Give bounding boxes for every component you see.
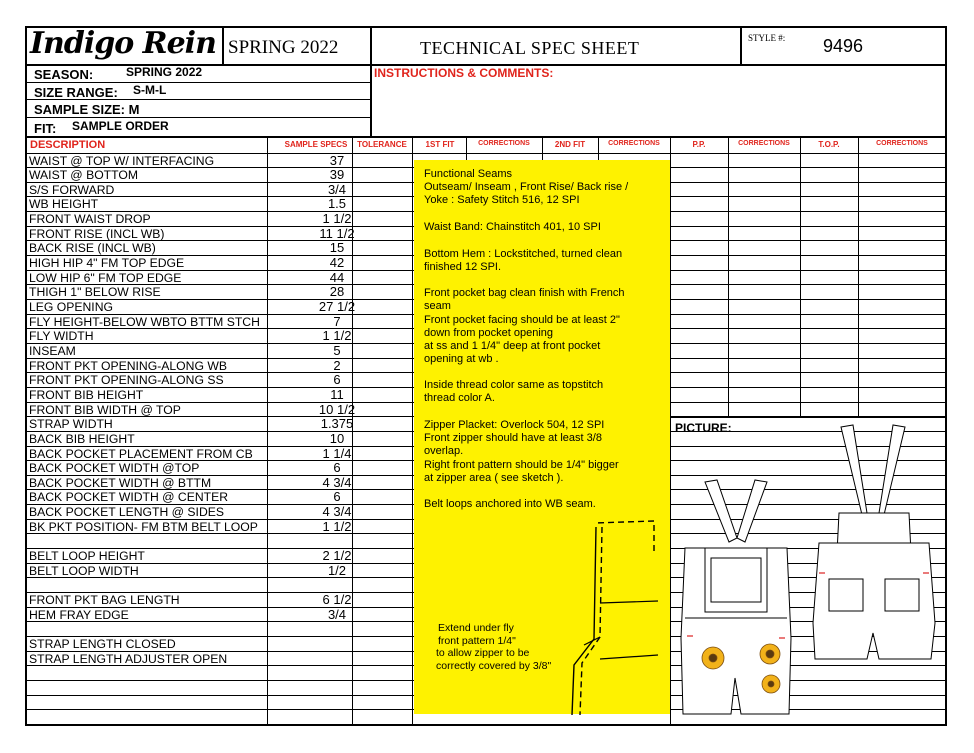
- row-description: FLY HEIGHT-BELOW WBTO BTTM STCH: [29, 314, 260, 329]
- row-description: BACK POCKET PLACEMENT FROM CB: [29, 446, 253, 461]
- note-line: overlap.: [424, 445, 464, 457]
- note-line: at ss and 1 1/4" deep at front pocket: [424, 340, 601, 352]
- col-tolerance: TOLERANCE: [357, 140, 407, 149]
- note-line: Right front pattern should be 1/4" bigger: [424, 459, 619, 471]
- row-description: STRAP LENGTH ADJUSTER OPEN: [29, 651, 228, 666]
- table-top-line: [25, 136, 947, 138]
- note-line: Front pocket bag clean finish with French: [424, 287, 625, 299]
- row-description: BACK POCKET WIDTH @TOP: [29, 461, 200, 476]
- col-corrections-2: CORRECTIONS: [608, 140, 660, 147]
- row-description: FRONT RISE (INCL WB): [29, 226, 165, 241]
- row-sample-spec: 1 1/2: [322, 518, 352, 534]
- row-sample-spec: 4 3/4: [322, 474, 352, 490]
- style-number: 9496: [823, 36, 864, 56]
- row-sample-spec: 4 3/4: [322, 504, 352, 520]
- row-sample-spec: 1/2: [327, 562, 347, 578]
- note-line: finished 12 SPI.: [424, 261, 502, 273]
- fit-value: SAMPLE ORDER: [72, 119, 169, 133]
- note-line: Outseam/ Inseam , Front Rise/ Back rise /: [424, 181, 629, 193]
- row-sample-spec: 28: [329, 284, 345, 300]
- note-line: Bottom Hem : Lockstitched, turned clean: [424, 248, 623, 260]
- note-line: thread color A.: [424, 392, 495, 404]
- row-sample-spec: 27 1/2: [318, 299, 356, 314]
- row-description: BACK POCKET WIDTH @ CENTER: [29, 490, 229, 505]
- row-sample-spec: 6: [333, 489, 341, 505]
- note-line: at zipper area ( see sketch ).: [424, 472, 564, 484]
- row-description: WAIST @ TOP W/ INTERFACING: [29, 153, 215, 168]
- header-divider-1: [222, 26, 224, 64]
- row-description: BACK POCKET LENGTH @ SIDES: [29, 505, 225, 520]
- info-line-1: [25, 82, 370, 83]
- row-description: S/S FORWARD: [29, 182, 115, 197]
- col-pp: P.P.: [692, 140, 706, 149]
- row-description: BELT LOOP WIDTH: [29, 563, 139, 578]
- note-line: opening at wb .: [424, 353, 499, 365]
- col-description: DESCRIPTION: [30, 139, 106, 151]
- row-sample-spec: 42: [329, 255, 345, 271]
- row-description: LEG OPENING: [29, 300, 113, 314]
- header-divider-3: [740, 26, 742, 64]
- row-sample-spec: 15: [329, 240, 345, 256]
- row-description: FRONT BIB WIDTH @ TOP: [29, 402, 181, 417]
- note-line: Front pocket facing should be at least 2": [424, 314, 620, 326]
- row-description: FRONT BIB HEIGHT: [29, 387, 144, 402]
- col-top: T.O.P.: [818, 140, 840, 149]
- season-banner: SPRING 2022: [228, 37, 339, 58]
- brand-logo: Indigo Rein: [30, 26, 216, 61]
- note-line: Front zipper should have at least 3/8: [424, 432, 602, 444]
- row-description: LOW HIP 6" FM TOP EDGE: [29, 270, 182, 285]
- row-description: FRONT PKT BAG LENGTH: [29, 593, 180, 607]
- row-description: FRONT WAIST DROP: [29, 212, 151, 227]
- picture-top-line: [670, 417, 947, 418]
- row-sample-spec: 1 1/2: [322, 211, 352, 227]
- overall-front-sketch: [675, 478, 795, 718]
- col-first-fit: 1ST FIT: [425, 140, 455, 149]
- table-row: [27, 725, 945, 740]
- row-sample-spec: 10 1/2: [318, 401, 356, 417]
- row-description: INSEAM: [29, 343, 76, 358]
- row-description: HEM FRAY EDGE: [29, 607, 129, 622]
- row-sample-spec: 1 1/4: [322, 445, 352, 461]
- row-sample-spec: 39: [329, 167, 345, 183]
- sketch-note-line: front pattern 1/4": [438, 634, 516, 647]
- row-description: BACK POCKET WIDTH @ BTTM: [29, 475, 212, 490]
- row-sample-spec: 6 1/2: [322, 592, 352, 607]
- note-line: Functional Seams: [424, 168, 513, 180]
- row-sample-spec: 3/4: [327, 606, 347, 622]
- col-corrections-3: CORRECTIONS: [738, 140, 790, 147]
- row-sample-spec: 3/4: [327, 181, 347, 197]
- row-description: FLY WIDTH: [29, 329, 94, 344]
- size-range-value: S-M-L: [133, 83, 167, 97]
- row-sample-spec: 6: [333, 372, 341, 388]
- fit-label: FIT:: [34, 121, 57, 136]
- row-sample-spec: 11: [330, 386, 344, 402]
- row-description: WAIST @ BOTTOM: [29, 168, 138, 183]
- note-line: down from pocket opening: [424, 327, 554, 339]
- row-description: WB HEIGHT: [29, 197, 99, 212]
- row-description: STRAP LENGTH CLOSED: [29, 636, 176, 651]
- row-sample-spec: 2 1/2: [322, 548, 352, 564]
- row-sample-spec: 37: [329, 152, 345, 168]
- note-line: Inside thread color same as topstitch: [424, 379, 604, 391]
- row-sample-spec: 5: [333, 342, 341, 358]
- row-sample-spec: 1.5: [327, 196, 347, 212]
- sketch-note-line: correctly covered by 3/8": [436, 659, 552, 672]
- row-sample-spec: 6: [333, 460, 341, 476]
- season-value: SPRING 2022: [126, 65, 203, 79]
- info-line-3: [25, 117, 370, 118]
- fly-sketch: [414, 515, 670, 715]
- row-description: HIGH HIP 4" FM TOP EDGE: [29, 256, 185, 271]
- row-sample-spec: 2: [333, 357, 341, 373]
- overall-back-sketch: [805, 423, 945, 663]
- picture-label: PICTURE:: [675, 421, 732, 435]
- sample-size-label: SAMPLE SIZE: M: [34, 102, 140, 117]
- instructions-label: INSTRUCTIONS & COMMENTS:: [374, 66, 554, 80]
- col-corrections-1: CORRECTIONS: [478, 140, 530, 147]
- row-description: BACK RISE (INCL WB): [29, 241, 156, 256]
- col-sample-specs: SAMPLE SPECS: [284, 140, 348, 149]
- row-description: THIGH 1" BELOW RISE: [29, 285, 161, 300]
- page-title: TECHNICAL SPEC SHEET: [420, 38, 640, 58]
- sketch-note-line: to allow zipper to be: [436, 647, 530, 659]
- note-line: Waist Band: Chainstitch 401, 10 SPI: [424, 221, 601, 233]
- note-line: Belt loops anchored into WB seam.: [424, 498, 596, 510]
- row-description: STRAP WIDTH: [29, 417, 113, 432]
- note-line: Zipper Placket: Overlock 504, 12 SPI: [424, 419, 605, 431]
- style-label: STYLE #:: [748, 33, 786, 43]
- row-sample-spec: 1.375: [320, 416, 354, 432]
- note-line: seam: [424, 300, 451, 312]
- size-range-label: SIZE RANGE:: [34, 85, 118, 100]
- row-sample-spec: 10: [329, 430, 345, 446]
- row-description: BK PKT POSITION- FM BTM BELT LOOP: [29, 519, 258, 534]
- sketch-note-line: Extend under fly: [438, 622, 514, 634]
- row-sample-spec: 1 1/2: [322, 328, 352, 344]
- col-second-fit: 2ND FIT: [554, 140, 586, 149]
- header-divider-2: [370, 26, 372, 136]
- season-label: SEASON:: [34, 67, 94, 82]
- row-description: BACK BIB HEIGHT: [29, 431, 135, 446]
- note-line: Yoke : Safety Stitch 516, 12 SPI: [424, 194, 580, 206]
- col-corrections-4: CORRECTIONS: [876, 140, 928, 147]
- row-description: FRONT PKT OPENING-ALONG SS: [29, 373, 224, 388]
- row-sample-spec: 11 1/2: [319, 225, 355, 241]
- row-description: FRONT PKT OPENING-ALONG WB: [29, 358, 227, 373]
- row-description: BELT LOOP HEIGHT: [29, 549, 145, 564]
- row-sample-spec: 44: [329, 269, 345, 285]
- row-sample-spec: 7: [333, 313, 341, 329]
